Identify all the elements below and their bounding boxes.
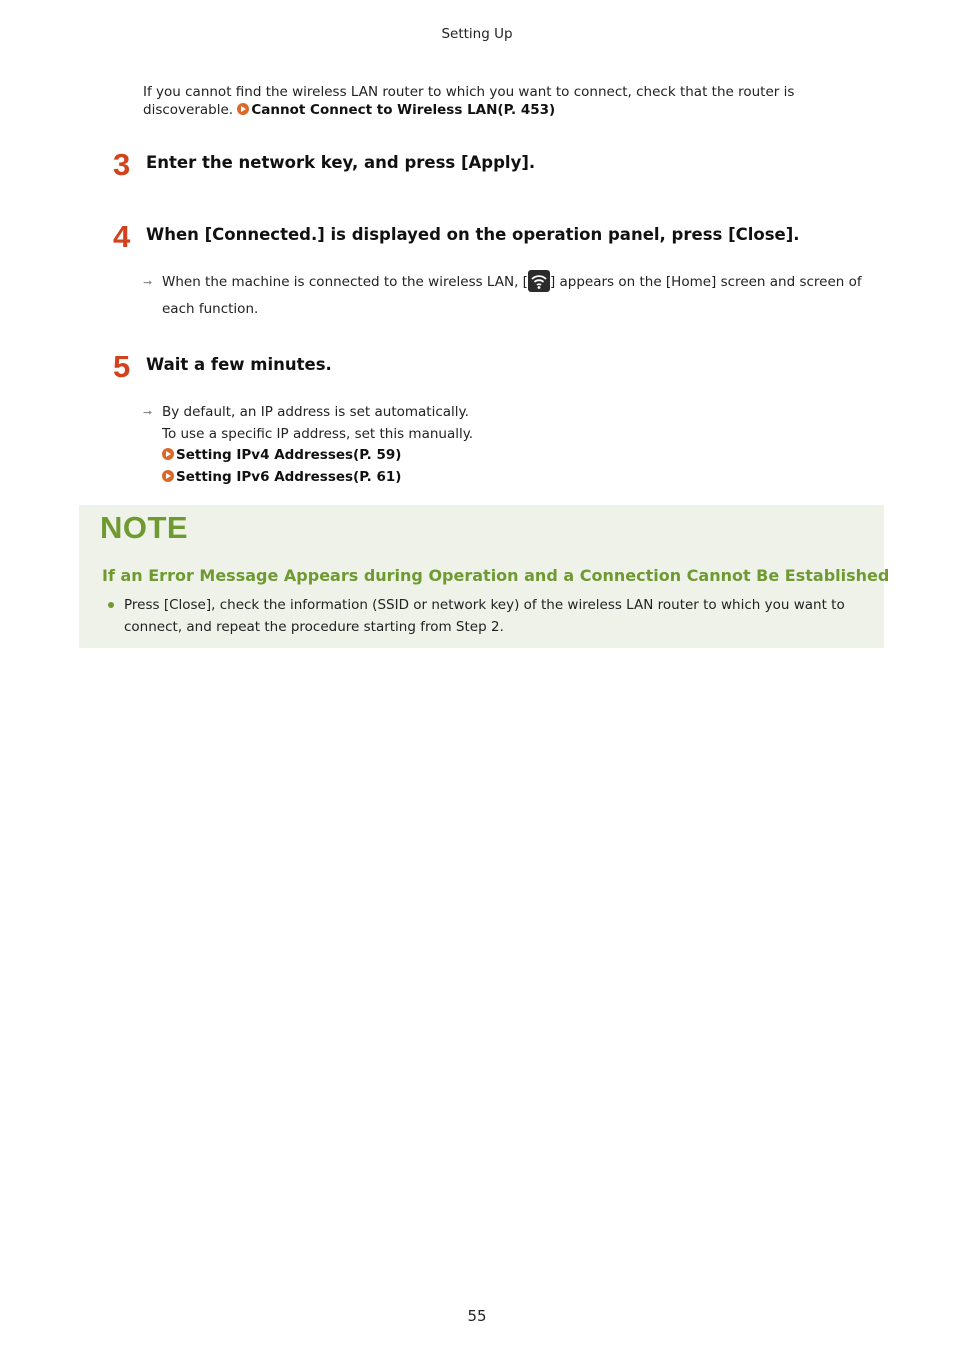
intro-paragraph bbox=[143, 83, 843, 119]
ipv4-link[interactable] bbox=[162, 445, 863, 467]
note-bullet-text: Press [Close], check the information (SSID or network key) of the wireless LAN router to which you want to connect, and repeat the procedure starting from Step 2. bbox=[124, 597, 845, 635]
result-line-2: To use a specific IP address, set this manually. bbox=[162, 425, 474, 442]
page-number: 55 bbox=[467, 1307, 487, 1325]
step-title: Wait a few minutes. bbox=[146, 355, 332, 374]
note-subtitle: If an Error Message Appears during Operation and a Connection Cannot Be Established bbox=[102, 566, 890, 585]
link-arrow-icon bbox=[162, 470, 174, 482]
bullet-icon bbox=[108, 602, 114, 608]
note-box bbox=[79, 505, 890, 648]
link-arrow-icon bbox=[237, 103, 249, 115]
note-title: NOTE bbox=[100, 510, 189, 545]
link-arrow-icon bbox=[162, 448, 174, 460]
result-text-before: When the machine is connected to the wireless LAN, [ bbox=[162, 274, 528, 290]
cannot-connect-link[interactable] bbox=[237, 102, 555, 118]
step-number: 3 bbox=[113, 147, 131, 182]
step-5-result bbox=[143, 402, 863, 488]
result-arrow-icon: ➞ bbox=[143, 276, 153, 289]
step-number: 5 bbox=[113, 349, 131, 384]
step-title: Enter the network key, and press [Apply]. bbox=[146, 153, 536, 172]
intro-text: If you cannot find the wireless LAN router to which you want to connect, check that the router is discoverable. bbox=[143, 84, 795, 118]
ipv6-link[interactable] bbox=[162, 467, 863, 489]
result-text-after: ] appears on the [Home] screen and screen of each function. bbox=[162, 274, 862, 317]
step-title: When [Connected.] is displayed on the operation panel, press [Close]. bbox=[146, 225, 800, 244]
result-line-1: By default, an IP address is set automatically. bbox=[162, 404, 469, 420]
ipv6-link-label: Setting IPv6 Addresses(P. 61) bbox=[176, 468, 402, 485]
wifi-icon bbox=[528, 270, 550, 292]
cannot-connect-link-label: Cannot Connect to Wireless LAN(P. 453) bbox=[251, 102, 556, 118]
page-header: Setting Up bbox=[441, 26, 513, 42]
result-arrow-icon: ➞ bbox=[143, 406, 153, 419]
step-number: 4 bbox=[113, 219, 131, 254]
step-4-result bbox=[143, 269, 863, 323]
ipv4-link-label: Setting IPv4 Addresses(P. 59) bbox=[176, 447, 402, 463]
